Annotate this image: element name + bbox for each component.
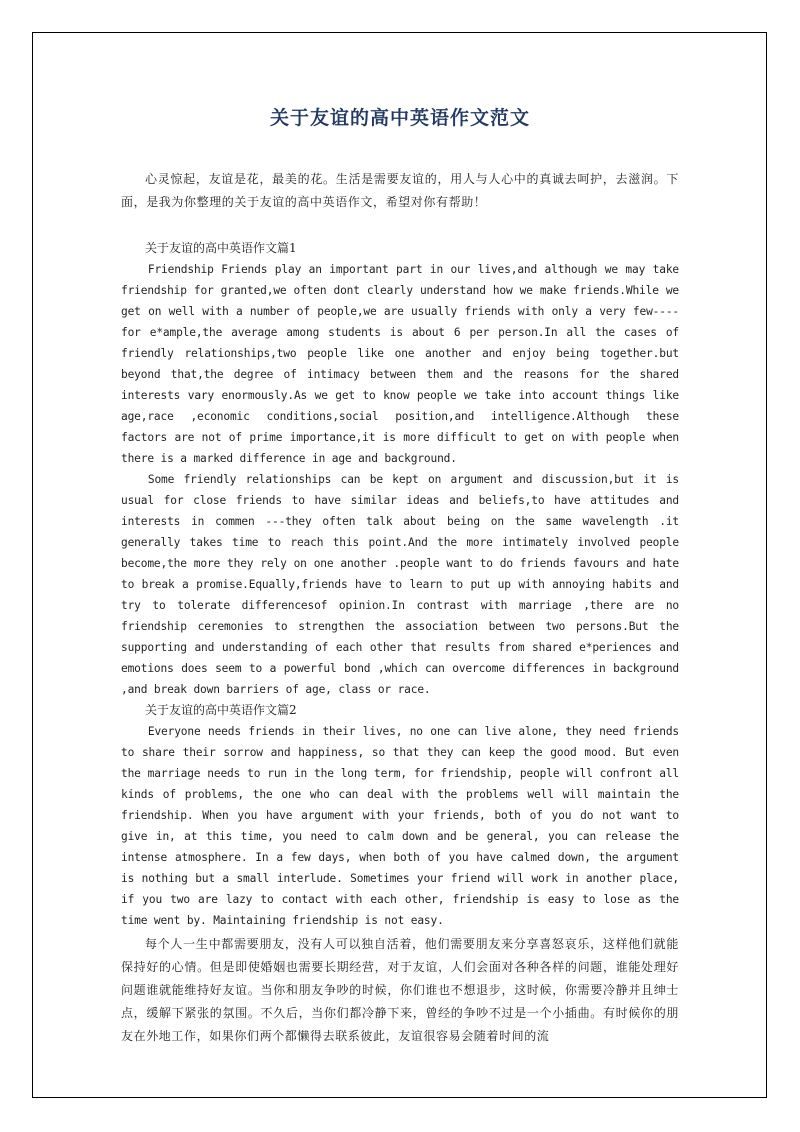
document-body bbox=[121, 100, 679, 1048]
essay-1-paragraph-1: Friendship Friends play an important part in our lives,and although we may take friendship for granted,we often dont clearly understand how we make friends.While we get on well with a number of people,we are usually friends with only a very few----for e*ample,the average among students is about 6 per person.In all the cases of friendly relationships,two people like one another and enjoy being together.but beyond that,the degree of intimacy between them and the reasons for the shared interests vary enormously.As we get to know people we take into account things like age,race ,economic conditions,social position,and intelligence.Although these factors are not of prime importance,it is more difficult to get on with people when there is a marked difference in age and background. bbox=[121, 263, 679, 465]
essay-2-paragraph-1: Everyone needs friends in their lives, no one can live alone, they need friends to share their sorrow and happiness, so that they can keep the good mood. But even the marriage needs to run in the long term, for friendship, people will confront all kinds of problems, the one who can deal with the problems well will maintain the friendship. When you have argument with your friends, both of you do not want to give in, at this time, you need to calm down and be general, you can release the intense atmosphere. In a few days, when both of you have calmed down, the argument is nothing but a small interlude. Sometimes your friend will work in another place, if you two are lazy to contact with each other, friendship is easy to lose as the time went by. Maintaining friendship is not easy. bbox=[121, 725, 679, 927]
document-title: 关于友谊的高中英语作文范文 bbox=[269, 107, 530, 129]
essay-1-paragraph-2: Some friendly relationships can be kept on argument and discussion,but it is usual for close friends to have similar ideas and beliefs,to have attitudes and interests in commen ---they often talk about being on the same wavelength .it generally takes time to reach this point.And the more intimately involved people become,the more they rely on one another .people want to do friends favours and hate to break a promise.Equally,friends have to learn to put up with annoying habits and try to tolerate differencesof opinion.In contrast with marriage ,there are no friendship ceremonies to strengthen the association between two persons.But the supporting and understanding of each other that results from shared e*periences and emotions does seem to a powerful bond ,which can overcome differences in background ,and break down barriers of age, class or race. bbox=[121, 473, 679, 696]
essay-2-chinese-paragraph: 每个人一生中都需要朋友，没有人可以独自活着，他们需要朋友来分享喜怒哀乐，这样他们就能保持好的心情。但是即使婚姻也需要长期经营，对于友谊，人们会面对各种各样的问题，谁能处理好问题谁就能维持好友谊。当你和朋友争吵的时候，你们谁也不想退步，这时候，你需要冷静并且绅士点，缓解下紧张的氛围。不久后，当你们都冷静下来，曾经的争吵不过是一个小插曲。有时候你的朋友在外地工作，如果你们两个都懒得去联系彼此，友谊很容易会随着时间的流 bbox=[121, 937, 679, 1043]
essay-2-heading: 关于友谊的高中英语作文篇2 bbox=[145, 703, 297, 717]
intro-paragraph: 心灵惊起，友谊是花，最美的花。生活是需要友谊的，用人与人心中的真诚去呵护，去滋润。下面，是我为你整理的关于友谊的高中英语作文，希望对你有帮助！ bbox=[121, 172, 679, 209]
essay-1-heading: 关于友谊的高中英语作文篇1 bbox=[145, 241, 297, 255]
